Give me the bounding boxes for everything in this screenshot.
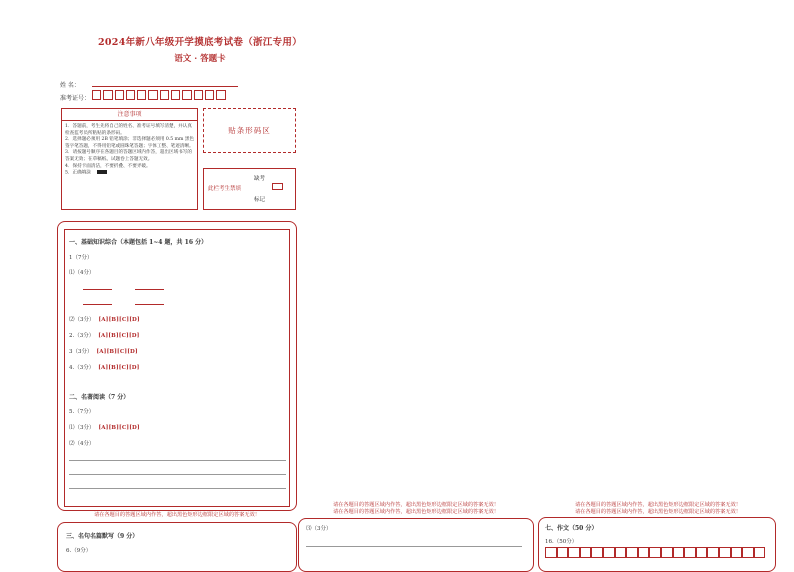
- options-q2[interactable]: [A][B][C][D]: [98, 333, 140, 339]
- q16-label: 16.（50分）: [545, 539, 578, 545]
- notes-item-3: 3．请按题号顺序在各题目的答题区域内作答，超出区域书写的答案无效；在草稿纸、试题卷上答题无效。: [65, 150, 192, 162]
- answer-frame-2: [298, 518, 534, 572]
- essay-cell[interactable]: [754, 547, 766, 558]
- blank-line[interactable]: [83, 304, 112, 305]
- id-box[interactable]: [182, 90, 191, 100]
- answer-line[interactable]: [306, 546, 522, 547]
- options-q4[interactable]: [A][B][C][D]: [98, 365, 140, 371]
- q1-1-label: ⑴（4分）: [69, 270, 95, 276]
- essay-grid[interactable]: [545, 547, 765, 558]
- q3-row: 3（3分） [A][B][C][D]: [69, 349, 138, 355]
- essay-cell[interactable]: [742, 547, 754, 558]
- warning-col1: 请在各题目的答题区域内作答，超出黑色矩形边框限定区域的答案无效！: [93, 512, 260, 518]
- answer-frame-1b: [57, 522, 297, 572]
- absent-box: [203, 168, 296, 210]
- id-box[interactable]: [115, 90, 124, 100]
- answer-line[interactable]: [69, 474, 286, 475]
- blank-line[interactable]: [135, 289, 164, 290]
- notes-item-2: 2．选择题必须用 2B 铅笔填涂；非选择题必须用 0.5 mm 黑色签字笔答题，不得用铅笔或圆珠笔答题；字体工整、笔迹清晰。: [65, 137, 195, 149]
- name-field[interactable]: [92, 86, 238, 87]
- id-box[interactable]: [160, 90, 169, 100]
- id-label: 准考证号：: [60, 95, 91, 102]
- notes-item-4: 4．保持卡面清洁，不要折叠、不要弄破。: [65, 163, 151, 169]
- essay-cell[interactable]: [557, 547, 569, 558]
- essay-cell[interactable]: [591, 547, 603, 558]
- essay-cell[interactable]: [580, 547, 592, 558]
- notes-item-1: 1．答题前，考生先将自己的姓名、准考证号填写清楚，并认真检查监考员所粘贴的条形码。: [65, 124, 192, 136]
- absent-top: 缺考: [254, 176, 266, 182]
- q6-label: 6.（9分）: [66, 548, 92, 554]
- q5-1-row: ⑴（3分） [A][B][C][D]: [69, 425, 140, 431]
- q4-row: 4.（3分） [A][B][C][D]: [69, 365, 140, 371]
- filled-mark-icon: [97, 170, 107, 174]
- essay-cell[interactable]: [661, 547, 673, 558]
- answer-line[interactable]: [69, 460, 286, 461]
- warning-col3-2: 请在各题目的答题区域内作答，超出黑色矩形边框限定区域的答案无效！: [574, 509, 741, 515]
- q1-label: 1（7分）: [69, 255, 93, 261]
- answer-line[interactable]: [69, 488, 286, 489]
- essay-cell[interactable]: [696, 547, 708, 558]
- name-label: 姓 名：: [60, 82, 80, 89]
- page-title: 2024年新八年级开学摸底考试卷（浙江专用）: [97, 37, 303, 48]
- absent-middle: 此栏考生禁填: [208, 186, 242, 192]
- section-7-title: 七、作文（50 分）: [545, 525, 598, 532]
- essay-cell[interactable]: [684, 547, 696, 558]
- q2-row: 2.（3分） [A][B][C][D]: [69, 333, 140, 339]
- id-box[interactable]: [148, 90, 157, 100]
- barcode-area: [203, 108, 296, 153]
- essay-cell[interactable]: [707, 547, 719, 558]
- id-box[interactable]: [194, 90, 203, 100]
- options-q1-2[interactable]: [A][B][C][D]: [98, 317, 140, 323]
- id-box[interactable]: [137, 90, 146, 100]
- id-boxes[interactable]: [92, 90, 228, 100]
- essay-cell[interactable]: [673, 547, 685, 558]
- id-box[interactable]: [216, 90, 225, 100]
- id-box[interactable]: [92, 90, 101, 100]
- essay-cell[interactable]: [719, 547, 731, 558]
- essay-cell[interactable]: [615, 547, 627, 558]
- options-q3[interactable]: [A][B][C][D]: [96, 349, 138, 355]
- notes-item-5: 5．正确填涂: [65, 170, 194, 177]
- q5-label: 5.（7分）: [69, 409, 95, 415]
- blank-line[interactable]: [135, 304, 164, 305]
- notes-heading: 注意事项: [62, 109, 197, 121]
- essay-cell[interactable]: [568, 547, 580, 558]
- notes-box: [61, 108, 198, 210]
- id-box[interactable]: [103, 90, 112, 100]
- essay-cell[interactable]: [638, 547, 650, 558]
- essay-cell[interactable]: [545, 547, 557, 558]
- barcode-label: 贴条形码区: [228, 126, 271, 135]
- essay-cell[interactable]: [649, 547, 661, 558]
- id-box[interactable]: [205, 90, 214, 100]
- warning-col2-2: 请在各题目的答题区域内作答，超出黑色矩形边框限定区域的答案无效！: [332, 509, 499, 515]
- section-3-title: 三、名句名篇默写（9 分）: [66, 533, 139, 540]
- id-box[interactable]: [126, 90, 135, 100]
- warning-col3-1: 请在各题目的答题区域内作答，超出黑色矩形边框限定区域的答案无效！: [574, 502, 741, 508]
- essay-cell[interactable]: [626, 547, 638, 558]
- page-subtitle: 语文 · 答题卡: [174, 54, 226, 64]
- section-1-title: 一、基础知识综合（本题包括 1~4 题，共 16 分）: [69, 239, 208, 246]
- absent-checkbox[interactable]: [272, 183, 283, 190]
- options-q5-1[interactable]: [A][B][C][D]: [98, 425, 140, 431]
- absent-bottom: 标记: [254, 197, 266, 203]
- id-box[interactable]: [171, 90, 180, 100]
- blank-line[interactable]: [83, 289, 112, 290]
- section-2-title: 二、名著阅读（7 分）: [69, 394, 130, 401]
- warning-col2-1: 请在各题目的答题区域内作答，超出黑色矩形边框限定区域的答案无效！: [332, 502, 499, 508]
- q5-2-label: ⑵（4分）: [69, 441, 95, 447]
- essay-cell[interactable]: [603, 547, 615, 558]
- essay-cell[interactable]: [731, 547, 743, 558]
- q-col2-label: ⑶（3分）: [306, 526, 332, 532]
- q1-2-row: ⑵（3分） [A][B][C][D]: [69, 317, 140, 323]
